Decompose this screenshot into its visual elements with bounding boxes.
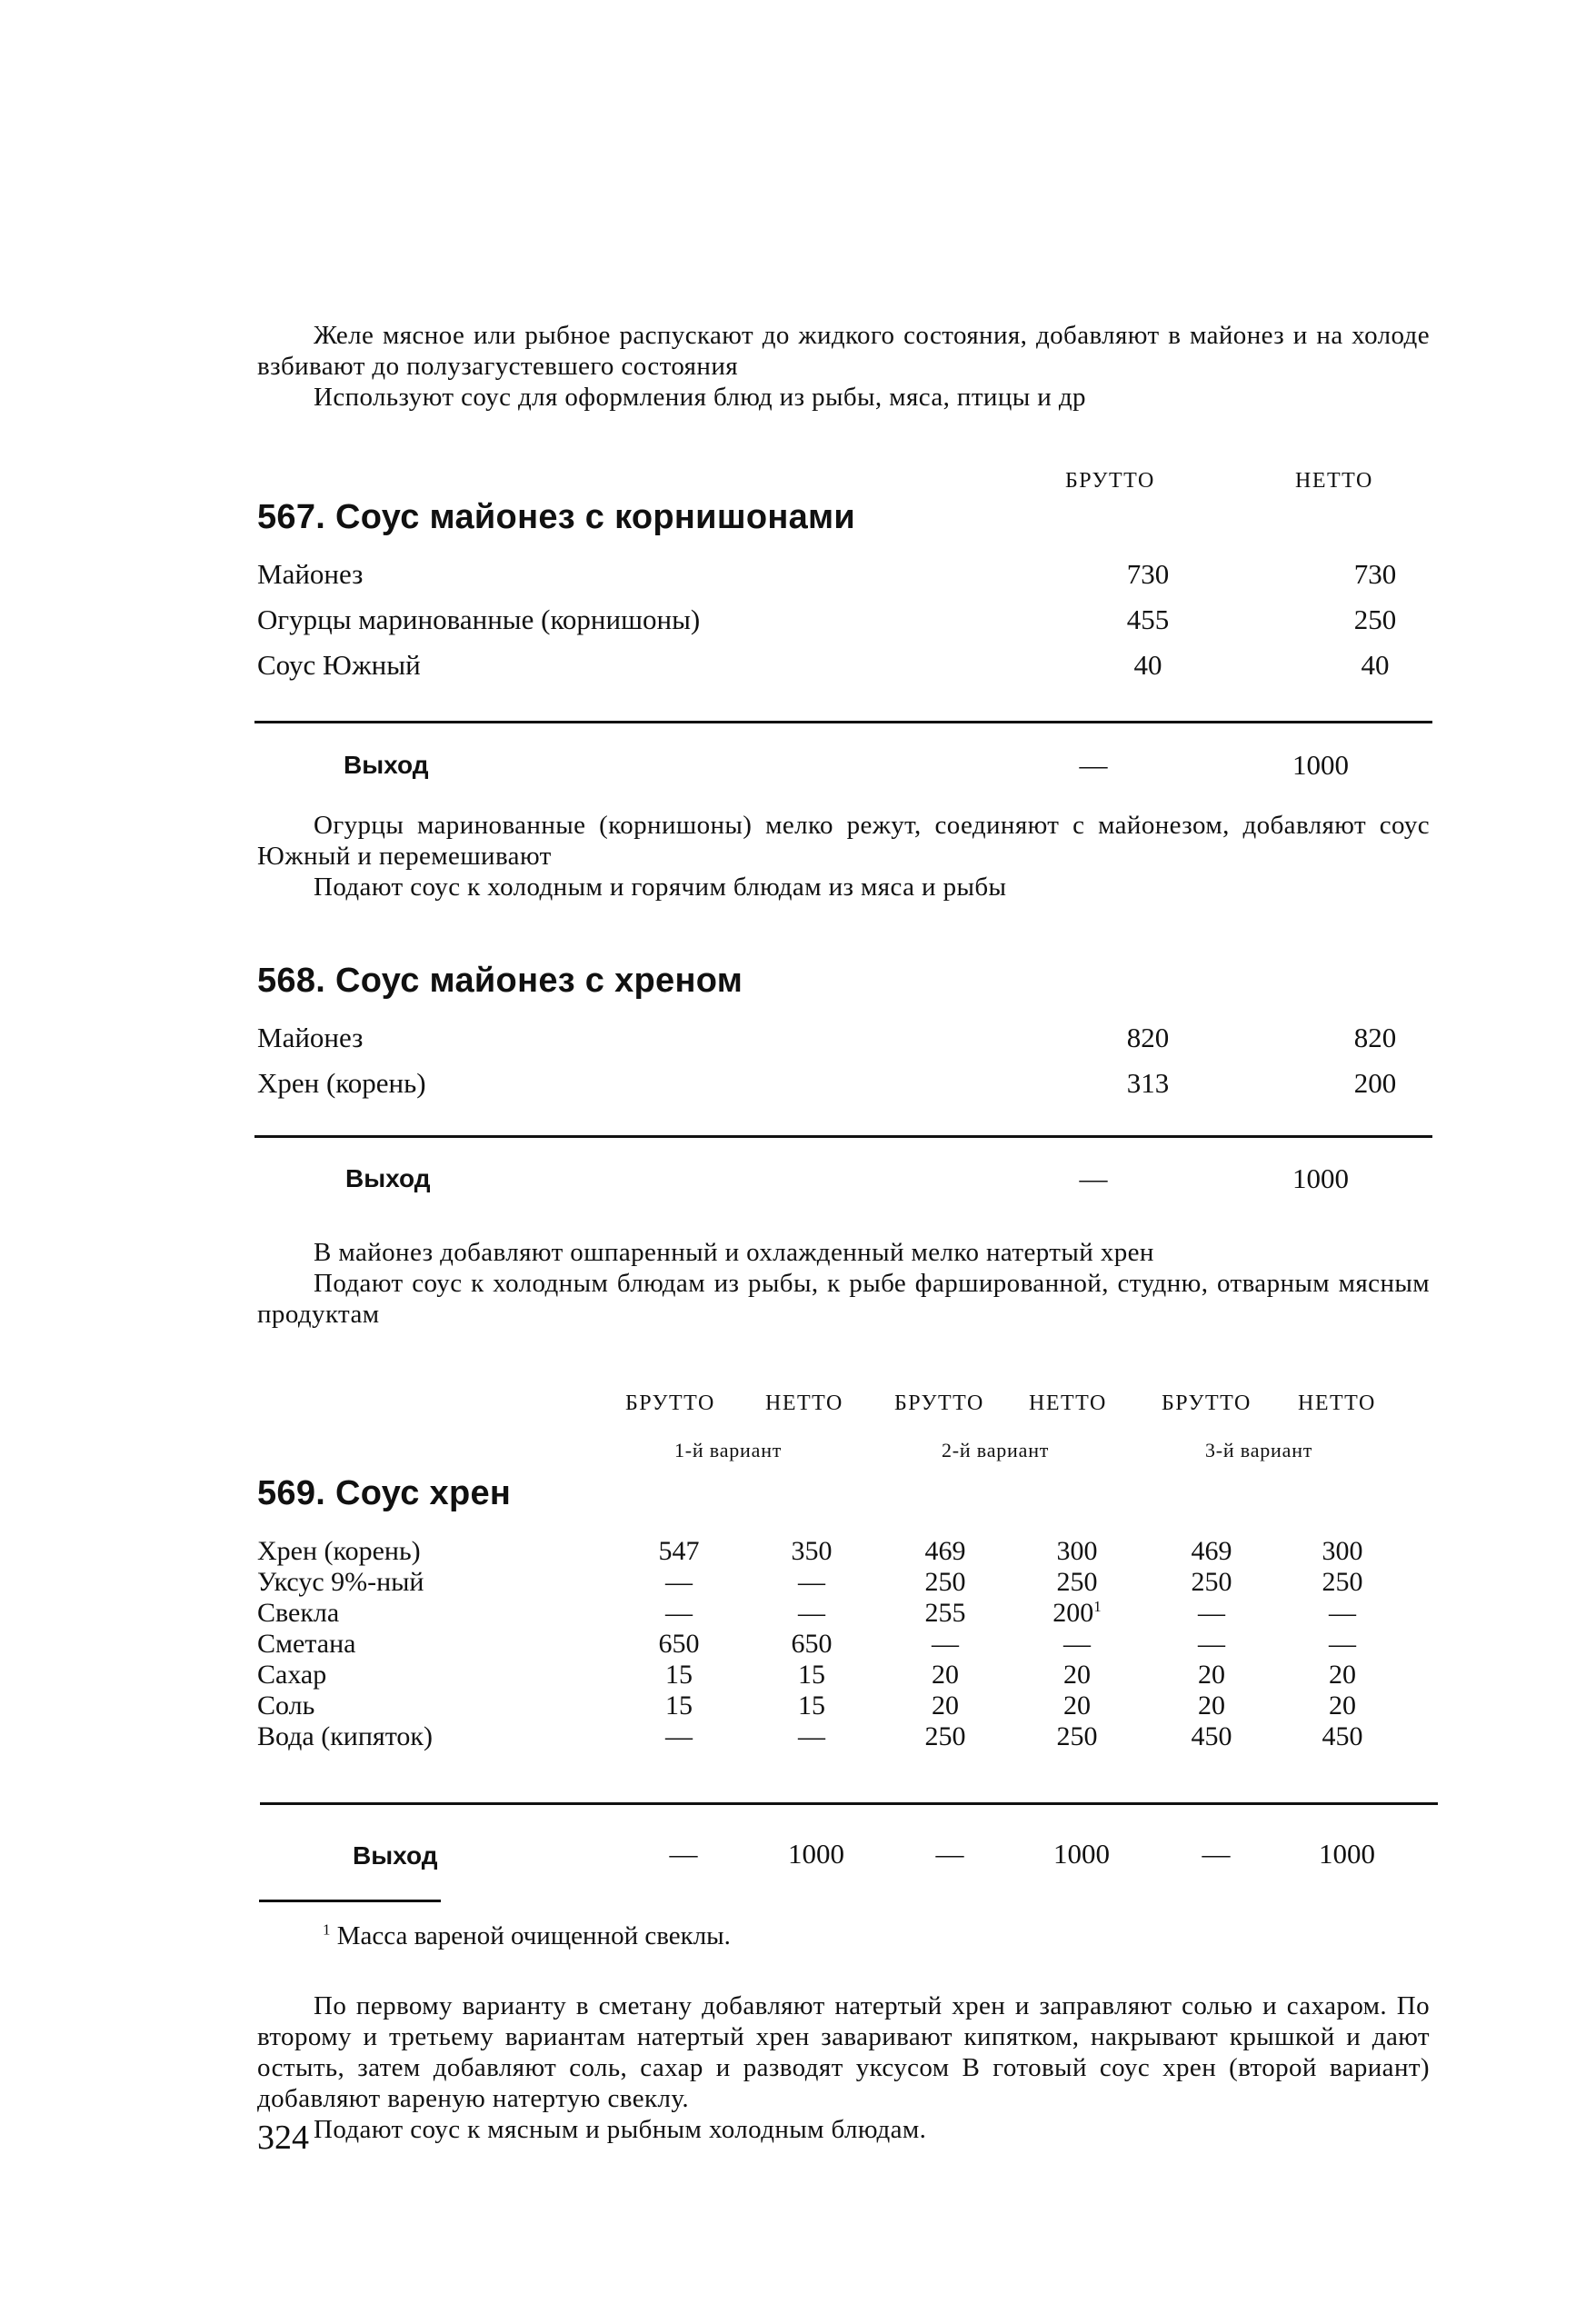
- output-brutto: —: [1079, 1162, 1108, 1194]
- netto-value: 730: [1353, 558, 1397, 590]
- cell-value: 20: [1329, 1660, 1356, 1690]
- cell-value: 469: [1191, 1536, 1232, 1566]
- output-label: Выход: [345, 1164, 431, 1192]
- cell-value: 250: [924, 1721, 966, 1751]
- recipe-568-text-1: В майонез добавляют ошпаренный и охлажденный мелко натертый хрен: [314, 1238, 1154, 1267]
- cell-value: 250: [1056, 1721, 1098, 1751]
- cell-value-with-footnote: [1027, 1598, 1127, 1629]
- netto-header: НЕТТО: [1295, 469, 1373, 493]
- intro-line-2: Используют соус для оформления блюд из рыбы, мяса, птицы и др: [314, 383, 1086, 412]
- cell-value: 15: [665, 1660, 693, 1690]
- footnote-rule: [259, 1900, 441, 1902]
- netto-value: 250: [1353, 603, 1397, 635]
- ingredient-row: [257, 649, 1430, 685]
- cell-value: 250: [1056, 1567, 1098, 1597]
- ingredient-row: [257, 1067, 1430, 1103]
- cell-value: —: [798, 1598, 825, 1628]
- cell-value: 20: [1198, 1660, 1225, 1690]
- cell-value: 350: [791, 1536, 833, 1566]
- output-value: —: [935, 1838, 964, 1870]
- ingredient-name: Уксус 9%-ный: [257, 1567, 424, 1597]
- ingredient-name: Майонез: [257, 558, 364, 590]
- recipe-567-text-1: Огурцы маринованные (корнишоны) мелко режут, соединяют с майонезом, добавляют соус Южный и перемешивают: [257, 811, 1430, 871]
- cell-value: 650: [658, 1629, 700, 1659]
- intro-paragraph: [257, 320, 1430, 413]
- cell-value: 200: [1052, 1598, 1094, 1628]
- netto-value: 40: [1361, 649, 1390, 681]
- output-brutto: —: [1079, 749, 1108, 781]
- output-value: —: [669, 1838, 698, 1870]
- ingredient-name: Сметана: [257, 1629, 356, 1659]
- footnote-mark: 1: [1093, 1598, 1102, 1615]
- output-label: Выход: [353, 1841, 438, 1870]
- cell-value: —: [665, 1567, 693, 1597]
- recipe-568-text: [257, 1237, 1430, 1330]
- ingredient-name: Соус Южный: [257, 649, 421, 681]
- cell-value: 250: [924, 1567, 966, 1597]
- ingredient-row: [257, 1691, 1439, 1721]
- cell-value: —: [665, 1721, 693, 1751]
- cell-value: 547: [658, 1536, 700, 1566]
- ingredient-row: [257, 558, 1430, 594]
- brutto-value: 455: [1126, 603, 1170, 635]
- output-value: —: [1202, 1838, 1231, 1870]
- table-rule: [260, 1802, 1438, 1805]
- output-value: 1000: [1053, 1838, 1110, 1870]
- cell-value: 250: [1322, 1567, 1363, 1597]
- recipe-567-text: [257, 810, 1430, 903]
- ingredient-name: Хрен (корень): [257, 1067, 426, 1099]
- footnote-number: 1: [323, 1920, 331, 1939]
- cell-value: 20: [932, 1660, 959, 1690]
- brutto-value: 820: [1126, 1022, 1170, 1053]
- cell-value: —: [798, 1567, 825, 1597]
- netto-header: НЕТТО: [1029, 1391, 1107, 1415]
- cell-value: —: [1329, 1598, 1356, 1628]
- recipe-569-title: 569. Соус хрен: [257, 1474, 512, 1512]
- output-netto: 1000: [1292, 749, 1349, 781]
- ingredient-name: Хрен (корень): [257, 1536, 421, 1566]
- cell-value: —: [1063, 1629, 1091, 1659]
- netto-header: НЕТТО: [765, 1391, 843, 1415]
- cell-value: 469: [924, 1536, 966, 1566]
- recipe-568-text-2: Подают соус к холодным блюдам из рыбы, к рыбе фаршированной, студню, отварным мясным продуктам: [257, 1269, 1430, 1329]
- cell-value: —: [932, 1629, 959, 1659]
- page-number: 324: [257, 2119, 309, 2157]
- recipe-568-title: 568. Соус майонез с хреном: [257, 962, 743, 1000]
- ingredient-row: [257, 603, 1430, 640]
- output-value: 1000: [788, 1838, 844, 1870]
- cell-value: 300: [1056, 1536, 1098, 1566]
- cell-value: —: [1329, 1629, 1356, 1659]
- brutto-value: 313: [1126, 1067, 1170, 1099]
- cell-value: 250: [1191, 1567, 1232, 1597]
- ingredient-name: Майонез: [257, 1022, 364, 1053]
- ingredient-row: [257, 1598, 1439, 1629]
- recipe-569-text-2: Подают соус к мясным и рыбным холодным блюдам.: [314, 2115, 927, 2144]
- cell-value: 15: [798, 1660, 825, 1690]
- intro-line-1: Желе мясное или рыбное распускают до жидкого состояния, добавляют в майонез и на холоде взбивают до полузагустевшего состояния: [257, 321, 1430, 381]
- brutto-value: 40: [1133, 649, 1162, 681]
- variant-3-label: 3-й вариант: [1205, 1439, 1313, 1461]
- ingredient-row: [257, 1536, 1439, 1567]
- netto-value: 200: [1353, 1067, 1397, 1099]
- ingredient-name: Свекла: [257, 1598, 340, 1628]
- brutto-header: БРУТТО: [1065, 469, 1155, 493]
- output-value: 1000: [1319, 1838, 1375, 1870]
- ingredient-name: Огурцы маринованные (корнишоны): [257, 603, 701, 635]
- output-netto: 1000: [1292, 1162, 1349, 1194]
- variant-1-label: 1-й вариант: [674, 1439, 783, 1461]
- brutto-value: 730: [1126, 558, 1170, 590]
- ingredient-name: Соль: [257, 1691, 315, 1721]
- table-rule: [254, 1135, 1432, 1138]
- brutto-header: БРУТТО: [894, 1391, 984, 1415]
- cell-value: 20: [1063, 1660, 1091, 1690]
- cell-value: 450: [1322, 1721, 1363, 1751]
- recipe-567-text-2: Подают соус к холодным и горячим блюдам из мяса и рыбы: [314, 873, 1007, 902]
- cell-value: 20: [932, 1691, 959, 1721]
- footnote-text: Масса вареной очищенной свеклы.: [336, 1921, 731, 1950]
- netto-value: 820: [1353, 1022, 1397, 1053]
- recipe-567-title: 567. Соус майонез с корнишонами: [257, 498, 856, 536]
- ingredient-name: Сахар: [257, 1660, 327, 1690]
- cell-value: 450: [1191, 1721, 1232, 1751]
- ingredient-row: [257, 1022, 1430, 1058]
- cell-value: 20: [1063, 1691, 1091, 1721]
- cell-value: 15: [665, 1691, 693, 1721]
- recipe-569-text-1: По первому варианту в сметану добавляют натертый хрен и заправляют солью и сахаром. По второму и третьему вариантам натертый хрен заваривают кипятком, накрывают крышкой и дают остыть, затем добавляют соль, сахар и разводят уксусом В готовый соус хрен (второй вариант) добавляют вареную натертую свеклу.: [257, 1991, 1430, 2113]
- brutto-header: БРУТТО: [1162, 1391, 1252, 1415]
- table-rule: [254, 721, 1432, 723]
- output-label: Выход: [344, 751, 429, 779]
- cell-value: 20: [1198, 1691, 1225, 1721]
- brutto-header: БРУТТО: [625, 1391, 715, 1415]
- variant-2-label: 2-й вариант: [942, 1439, 1050, 1461]
- ingredient-name: Вода (кипяток): [257, 1721, 433, 1751]
- cell-value: —: [665, 1598, 693, 1628]
- cell-value: —: [798, 1721, 825, 1751]
- cell-value: 255: [924, 1598, 966, 1628]
- cell-value: —: [1198, 1629, 1225, 1659]
- recipe-569-text: [257, 1990, 1430, 2145]
- cell-value: 20: [1329, 1691, 1356, 1721]
- cell-value: 300: [1322, 1536, 1363, 1566]
- cell-value: —: [1198, 1598, 1225, 1628]
- footnote: [323, 1921, 731, 1951]
- ingredient-row: [257, 1629, 1439, 1660]
- ingredient-row: [257, 1721, 1439, 1752]
- netto-header: НЕТТО: [1298, 1391, 1376, 1415]
- cell-value: 15: [798, 1691, 825, 1721]
- ingredient-row: [257, 1660, 1439, 1691]
- ingredient-row: [257, 1567, 1439, 1598]
- cell-value: 650: [791, 1629, 833, 1659]
